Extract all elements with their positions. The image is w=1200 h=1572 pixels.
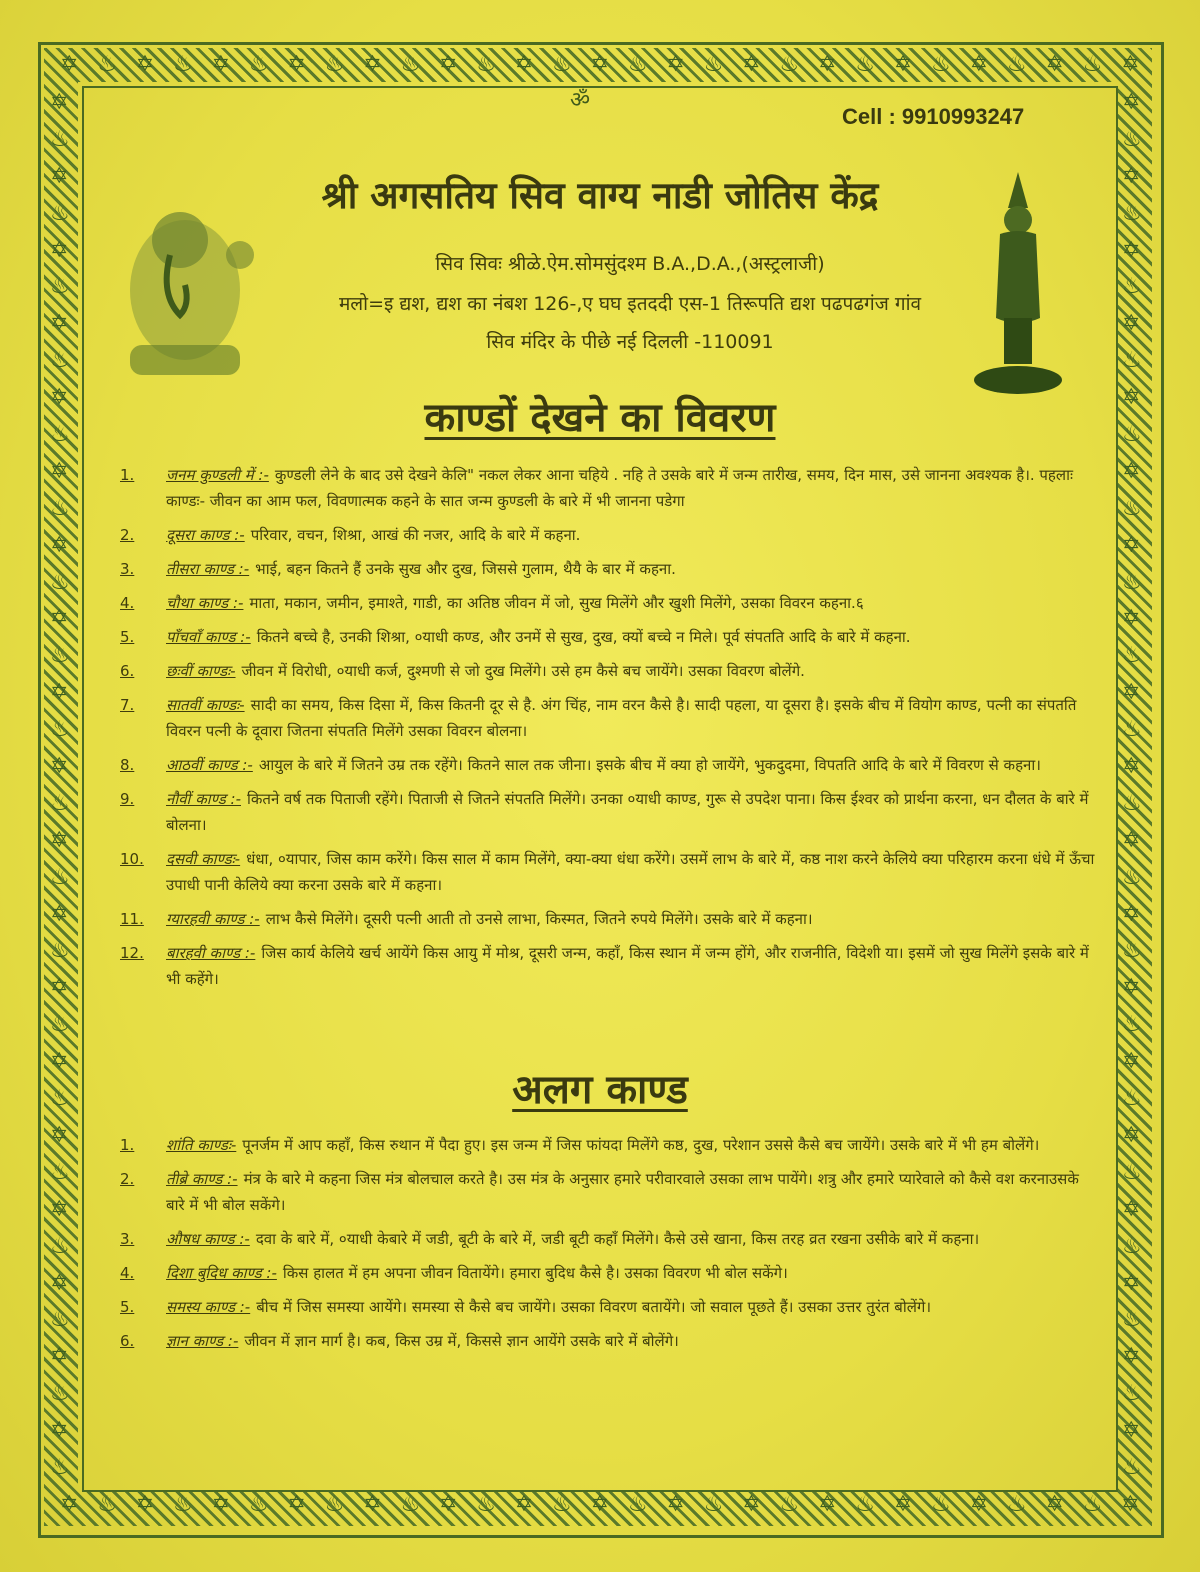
item-number: 4. [120,594,135,612]
item-number: 6. [120,1332,135,1350]
lamp-icon: ♨ [248,52,269,77]
item-number: 2. [120,1170,135,1188]
item-text: कुण्डली लेने के बाद उसे देखने केलि" नकल लेकर आना चहिये . नहि ते उसके बारे में जन्म तारीख, समय, दिन मास, उसे जानना अवश्यक है।. पहलाः काण्डः- जीवन का आम फल, विवणात्मक कहने के सात जन्म कुण्डली के बारे में भी जानना पडेगा [166,466,1073,510]
star-of-david-icon: ✡ [135,1492,155,1517]
star-of-david-icon: ✡ [1122,1270,1141,1296]
star-of-david-icon: ✡ [50,901,69,927]
star-of-david-icon: ✡ [666,1492,685,1517]
lamp-icon: ♨ [1122,790,1142,816]
star-of-david-icon: ✡ [363,52,382,77]
star-of-david-icon: ✡ [50,311,69,337]
star-of-david-icon: ✡ [60,1492,79,1517]
item-number: 12. [120,944,144,962]
lamp-icon: ♨ [476,1492,496,1517]
item-number: 9. [120,790,135,808]
item-label: तीब्रे काण्ड :- [166,1170,238,1188]
item-number: 3. [120,560,135,578]
lamp-icon: ♨ [50,1381,70,1407]
lamp-icon: ♨ [50,569,70,595]
star-of-david-icon: ✡ [1122,90,1141,115]
star-of-david-icon: ✡ [50,1344,69,1370]
item-label: ज्ञान काण्ड :- [166,1332,239,1350]
item-label: ग्यारहवी काण्ड :- [166,910,260,928]
list-item [120,1226,1100,1252]
star-of-david-icon: ✡ [1122,975,1141,1001]
item-text: माता, मकान, जमीन, इमाश्ते, गाडी, का अतिष्ठ जीवन में जो, सुख मिलेंगे और खुशी मिलेंगे, उसका विवरन कहना.६ [249,594,864,612]
list-item [120,940,1100,992]
star-of-david-icon: ✡ [1122,385,1141,411]
astrologer-name: सिव सिवः श्रीळे.ऐम.सोमसुंदश्म B.A.,D.A.,(अस्ट्रलाजी) [435,253,825,275]
star-of-david-icon: ✡ [742,52,761,77]
item-number: 5. [120,1298,135,1316]
lamp-icon: ♨ [1122,126,1142,152]
om-symbol: ॐ [570,88,591,113]
list-item [120,590,1100,616]
star-of-david-icon: ✡ [135,52,155,77]
star-of-david-icon: ✡ [1122,311,1141,337]
star-of-david-icon: ✡ [1121,1492,1140,1517]
item-number: 2. [120,526,135,544]
lamp-icon: ♨ [931,52,951,77]
section-heading-alag-kand: अलग काण्ड [512,1067,688,1113]
lamp-icon: ♨ [627,1492,648,1517]
lamp-icon: ♨ [1122,1159,1142,1185]
lamp-icon: ♨ [627,52,648,77]
lamp-icon: ♨ [173,1492,193,1517]
star-of-david-icon: ✡ [893,1492,913,1517]
lamp-icon: ♨ [50,495,70,521]
star-of-david-icon: ✡ [514,52,534,77]
list-item [120,1260,1100,1286]
star-of-david-icon: ✡ [893,52,913,77]
lamp-icon: ♨ [50,126,70,152]
star-of-david-icon: ✡ [50,1270,69,1296]
list-item [120,556,1100,582]
lamp-icon: ♨ [173,52,193,77]
star-of-david-icon: ✡ [1045,52,1064,77]
star-of-david-icon: ✡ [514,1492,534,1517]
lamp-icon: ♨ [50,1307,70,1333]
lamp-icon: ♨ [931,1492,951,1517]
lamp-icon: ♨ [50,1012,70,1038]
lamp-icon: ♨ [97,52,117,77]
lamp-icon: ♨ [1082,1492,1103,1517]
star-of-david-icon: ✡ [817,52,837,77]
star-of-david-icon: ✡ [1122,1049,1141,1075]
lamp-icon: ♨ [324,52,345,77]
lamp-icon: ♨ [1122,1454,1142,1480]
star-of-david-icon: ✡ [1122,458,1141,484]
star-of-david-icon: ✡ [1122,1418,1141,1444]
star-of-david-icon: ✡ [50,754,69,780]
right-star-border [1122,90,1142,1480]
item-text: भाई, बहन कितने हैं उनके सुख और दुख, जिससे गुलाम, थैयै के बार में कहना. [255,560,676,578]
item-number: 1. [120,466,135,484]
star-of-david-icon: ✡ [817,1492,837,1517]
star-of-david-icon: ✡ [50,458,69,484]
lamp-icon: ♨ [1122,495,1142,521]
star-of-david-icon: ✡ [1122,606,1141,632]
star-of-david-icon: ✡ [1122,754,1141,780]
item-text: आयुल के बारे में जितने उम्र तक रहेंगे। कितने साल तक जीना। इसके बीच में क्या हो जायेंगे, भुकदुदमा, विपतति आदि के बारे में विवरण से कहना। [258,756,1041,774]
lamp-icon: ♨ [779,52,800,77]
lamp-icon: ♨ [779,1492,800,1517]
star-of-david-icon: ✡ [1122,1344,1141,1370]
lamp-icon: ♨ [1122,200,1142,226]
lamp-icon: ♨ [1006,52,1027,77]
lamp-icon: ♨ [50,1086,70,1112]
star-of-david-icon: ✡ [50,606,69,632]
lamp-icon: ♨ [50,1233,70,1259]
item-text: कितने वर्ष तक पिताजी रहेंगे। पिताजी से जितने संपतति मिलेंगे। उनका ०याधी काण्ड, गुरू से उपदेश पाना। किस ईश्वर को प्रार्थना करना, धन दौलत के बारे में बोलना। [166,790,1089,834]
lamp-icon: ♨ [50,864,70,890]
lamp-icon: ♨ [703,52,724,77]
star-of-david-icon: ✡ [60,52,79,77]
item-label: औषध काण्ड :- [166,1230,250,1248]
star-of-david-icon: ✡ [50,975,69,1001]
item-number: 1. [120,1136,135,1154]
list-item [120,692,1100,744]
lamp-icon: ♨ [50,790,70,816]
left-star-border [50,90,70,1480]
item-label: बारहवी काण्ड :- [166,944,256,962]
lamp-icon: ♨ [324,1492,345,1517]
item-text: जीवन में विरोधी, ०याधी कर्ज, दुश्मणी से जो दुख मिलेंगे। उसे हम कैसे बच जायेंगे। उसका विवरण बोलेंगे. [241,662,805,680]
lamp-icon: ♨ [1122,717,1142,743]
star-of-david-icon: ✡ [742,1492,761,1517]
list-item [120,1166,1100,1218]
lamp-icon: ♨ [1122,1307,1142,1333]
star-of-david-icon: ✡ [1122,163,1141,189]
lamp-icon: ♨ [400,1492,421,1517]
lamp-icon: ♨ [50,348,70,374]
lamp-icon: ♨ [703,1492,724,1517]
item-label: पाँचवाँ काण्ड :- [166,628,251,646]
lamp-icon: ♨ [50,274,70,300]
star-of-david-icon: ✡ [969,52,988,77]
lamp-icon: ♨ [1122,1086,1142,1112]
top-star-border [60,52,1140,77]
alag-kand-list [120,1132,1100,1362]
lamp-icon: ♨ [50,1454,70,1480]
list-item [120,906,1100,932]
star-of-david-icon: ✡ [363,1492,382,1517]
star-of-david-icon: ✡ [590,52,610,77]
lamp-icon: ♨ [50,717,70,743]
item-text: परिवार, वचन, शिश्रा, आखं की नजर, आदि के बारे में कहना. [250,526,581,544]
lamp-icon: ♨ [1122,643,1142,669]
star-of-david-icon: ✡ [50,1122,69,1148]
star-of-david-icon: ✡ [1122,532,1141,558]
item-text: सादी का समय, किस दिसा में, किस कितनी दूर से है. अंग चिंह, नाम वरन कैसे है। सादी पहला, या दूसरा है। इसके बीच में वियोग काण्ड, पत्नी का संपतति विवरन पत्नी के दूवारा जितना संपतति मिलेंगे उसका विवरन बोलना। [166,696,1077,740]
item-text: पूनर्जम में आप कहाँ, किस रुथान में पैदा हुए। इस जन्म में जिस फांयदा मिलेंगे कष्ठ, दुख, परेशान उससे कैसे बच जायेंगे। उसके बारे में भी हम बोलेंगे। [242,1136,1040,1154]
star-of-david-icon: ✡ [50,1049,69,1075]
item-text: मंत्र के बारे मे कहना जिस मंत्र बोलचाल करते है। उस मंत्र के अनुसार हमारे परीवारवाले उसका लाभ पायेंगे। शत्रु और हमारे प्यारेवाले को कैसे वश करनाउसके बारे में भी बोल सकेंगे। [166,1170,1079,1214]
lamp-icon: ♨ [400,52,421,77]
star-of-david-icon: ✡ [211,52,231,77]
lamp-icon: ♨ [1006,1492,1027,1517]
star-of-david-icon: ✡ [666,52,685,77]
star-of-david-icon: ✡ [50,532,69,558]
star-of-david-icon: ✡ [969,1492,988,1517]
star-of-david-icon: ✡ [1121,52,1140,77]
list-item [120,752,1100,778]
star-of-david-icon: ✡ [1122,237,1141,263]
lamp-icon: ♨ [97,1492,117,1517]
lamp-icon: ♨ [476,52,496,77]
star-of-david-icon: ✡ [1045,1492,1064,1517]
item-label: जनम कुण्डली में :- [166,466,269,484]
list-item [120,522,1100,548]
item-text: बीच में जिस समस्या आयेंगे। समस्या से कैसे बच जायेंगे। उसका विवरण बतायेंगे। जो सवाल पूछते हैं। उसका उत्तर तुरंत बोलेंगे। [256,1298,932,1316]
item-label: तीसरा काण्ड :- [166,560,250,578]
item-number: 6. [120,662,135,680]
lamp-icon: ♨ [1082,52,1103,77]
item-label: दूसरा काण्ड :- [166,526,245,544]
lamp-icon: ♨ [50,200,70,226]
star-of-david-icon: ✡ [1122,901,1141,927]
item-label: समस्य काण्ड :- [166,1298,251,1316]
lamp-icon: ♨ [50,1159,70,1185]
item-text: धंधा, ०यापार, जिस काम करेंगे। किस साल में काम मिलेंगे, क्या-क्या धंधा करेंगे। उसमें लाभ के बारे में, कष्ठ नाश करने केलिये क्या परिहारम करना धंधे में ऊँचा उपाधी पानी केलिये क्या करना उसके बारे में कहना। [166,850,1095,894]
address-line: मलो=इ द्यश, द्यश का नंबश 126-,ए घघ इतददी एस-1 तिरूपति द्यश पढपढगंज गांव [338,293,922,315]
list-item [120,658,1100,684]
lamp-icon: ♨ [1122,422,1142,448]
item-number: 5. [120,628,135,646]
star-of-david-icon: ✡ [590,1492,610,1517]
item-label: चौथा काण्ड :- [166,594,244,612]
list-item [120,1294,1100,1320]
list-item [120,1328,1100,1354]
item-label: नौवीं काण्ड :- [166,790,241,808]
star-of-david-icon: ✡ [287,1492,306,1517]
item-label: दसवी काण्डः- [166,850,241,868]
item-text: किस हालत में हम अपना जीवन वितायेंगे। हमारा बुदिध कैसे है। उसका विवरण भी बोल सकेंगे। [282,1264,788,1282]
lamp-icon: ♨ [855,1492,875,1517]
cell-number: Cell : 9910993247 [842,104,1025,129]
lamp-icon: ♨ [50,938,70,964]
list-item [120,624,1100,650]
star-of-david-icon: ✡ [211,1492,231,1517]
item-label: दिशा बुदिध काण्ड :- [166,1264,277,1282]
item-number: 8. [120,756,135,774]
lamp-icon: ♨ [50,422,70,448]
star-of-david-icon: ✡ [1122,827,1141,853]
item-text: जिस कार्य केलिये खर्च आयेंगे किस आयु में मोश्र, दूसरी जन्म, कहाँ, किस स्थान में जन्म होंगे, और राजनीति, विदेशी या। इसमें जो सुख मिलेंगे इसके बारे में भी कहेंगे। [166,944,1089,988]
item-number: 10. [120,850,144,868]
item-number: 7. [120,696,135,714]
item-text: जीवन में ज्ञान मार्ग है। कब, किस उम्र में, किससे ज्ञान आयेंगे उसके बारे में बोलेंगे। [244,1332,679,1350]
star-of-david-icon: ✡ [50,1196,69,1222]
lamp-icon: ♨ [1122,348,1142,374]
star-of-david-icon: ✡ [50,827,69,853]
list-item [120,846,1100,898]
star-of-david-icon: ✡ [50,90,69,115]
lamp-icon: ♨ [1122,1012,1142,1038]
address-city: सिव मंदिर के पीछे नई दिलली -110091 [486,331,774,353]
lamp-icon: ♨ [1122,274,1142,300]
item-text: लाभ कैसे मिलेंगे। दूसरी पत्नी आती तो उनसे लाभा, किस्मत, जितने रुपये मिलेंगे। उसके बारे में कहना। [265,910,813,928]
lamp-icon: ♨ [1122,569,1142,595]
item-number: 11. [120,910,144,928]
list-item [120,462,1100,514]
lamp-icon: ♨ [50,643,70,669]
star-of-david-icon: ✡ [50,1418,69,1444]
lamp-icon: ♨ [552,1492,572,1517]
item-text: कितने बच्चे है, उनकी शिश्रा, ०याधी कण्ड, और उनमें से सुख, दुख, क्यों बच्चे न मिले। पूर्व संपतति आदि के बारे में कहना. [256,628,911,646]
section-heading-kand-details: काण्डों देखने का विवरण [424,395,776,441]
lamp-icon: ♨ [552,52,572,77]
lamp-icon: ♨ [1122,864,1142,890]
lamp-icon: ♨ [1122,1381,1142,1407]
star-of-david-icon: ✡ [438,1492,458,1517]
list-item [120,1132,1100,1158]
star-of-david-icon: ✡ [50,385,69,411]
star-of-david-icon: ✡ [438,52,458,77]
star-of-david-icon: ✡ [1122,1122,1141,1148]
star-of-david-icon: ✡ [287,52,306,77]
center-title: श्री अगसतिय सिव वाग्य नाडी जोतिस केंद्र [321,174,879,217]
item-label: सातवीं काण्डः- [166,696,245,714]
lamp-icon: ♨ [1122,938,1142,964]
star-of-david-icon: ✡ [1122,1196,1141,1222]
lamp-icon: ♨ [1122,1233,1142,1259]
star-of-david-icon: ✡ [50,237,69,263]
item-text: दवा के बारे में, ०याधी केबारे में जडी, बूटी के बारे में, जडी बूटी कहाँ मिलेंगे। कैसे उसे खाना, किस तरह व्रत रखना उसीके बारे में कहना। [255,1230,980,1248]
ganesha-image [100,195,270,395]
star-of-david-icon: ✡ [50,680,69,706]
item-number: 3. [120,1230,135,1248]
item-number: 4. [120,1264,135,1282]
bottom-star-border [60,1492,1140,1517]
item-label: शांति काण्डः- [166,1136,237,1154]
item-label: छःवीं काण्डः- [166,662,236,680]
lamp-icon: ♨ [248,1492,269,1517]
list-item [120,786,1100,838]
kand-list [120,462,1100,1000]
item-label: आठवीं काण्ड :- [166,756,253,774]
lamp-icon: ♨ [855,52,875,77]
star-of-david-icon: ✡ [50,163,69,189]
star-of-david-icon: ✡ [1122,680,1141,706]
